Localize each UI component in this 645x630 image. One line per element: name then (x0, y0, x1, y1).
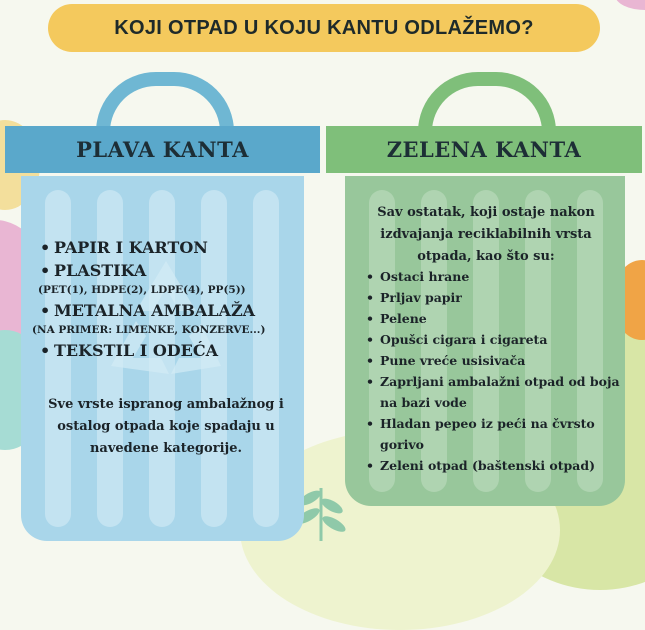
green-bin-handle (418, 72, 556, 132)
list-item-note: (NA PRIMER: LIMENKE, KONZERVE...) (32, 324, 266, 336)
list-item: • Hladan pepeo iz peći na čvrsto gorivo (366, 413, 628, 455)
blue-bin-list (32, 236, 290, 362)
green-bin-label: ZELENA KANTA (386, 137, 582, 162)
list-item: • PLASTIKA (40, 259, 290, 282)
blue-bin-handle (96, 72, 234, 132)
green-bin-lid (326, 126, 642, 173)
list-item: • PAPIR I KARTON (40, 236, 290, 259)
blue-bin-label: PLAVA KANTA (76, 137, 249, 162)
list-item: • METALNA AMBALAŽA (40, 299, 290, 322)
list-item: • Zaprljani ambalažni otpad od boja na bazi vode (366, 371, 628, 413)
background-blob-pink-right (615, 0, 645, 10)
blue-bin-lid (5, 126, 320, 173)
list-item: • Prljav papir (366, 287, 628, 308)
blue-bin-description: Sve vrste ispranog ambalažnog i ostalog otpada koje spadaju u navedene kategorije. (48, 397, 284, 456)
list-item: • Zeleni otpad (baštenski otpad) (366, 455, 628, 476)
list-item: • Pelene (366, 308, 628, 329)
green-bin-list (366, 266, 628, 476)
list-item-note: (PET(1), HDPE(2), LDPE(4), PP(5)) (38, 284, 246, 296)
page-title: KOJI OTPAD U KOJU KANTU ODLAŽEMO? (48, 4, 600, 52)
list-item: • Ostaci hrane (366, 266, 628, 287)
list-item: • Pune vreće usisivača (366, 350, 628, 371)
list-item: • TEKSTIL I ODEĆA (40, 339, 290, 362)
green-bin-intro: Sav ostatak, koji ostaje nakon izdvajanja reciklabilnih vrsta otpada, kao što su: (377, 205, 595, 264)
list-item: • Opušci cigara i cigareta (366, 329, 628, 350)
